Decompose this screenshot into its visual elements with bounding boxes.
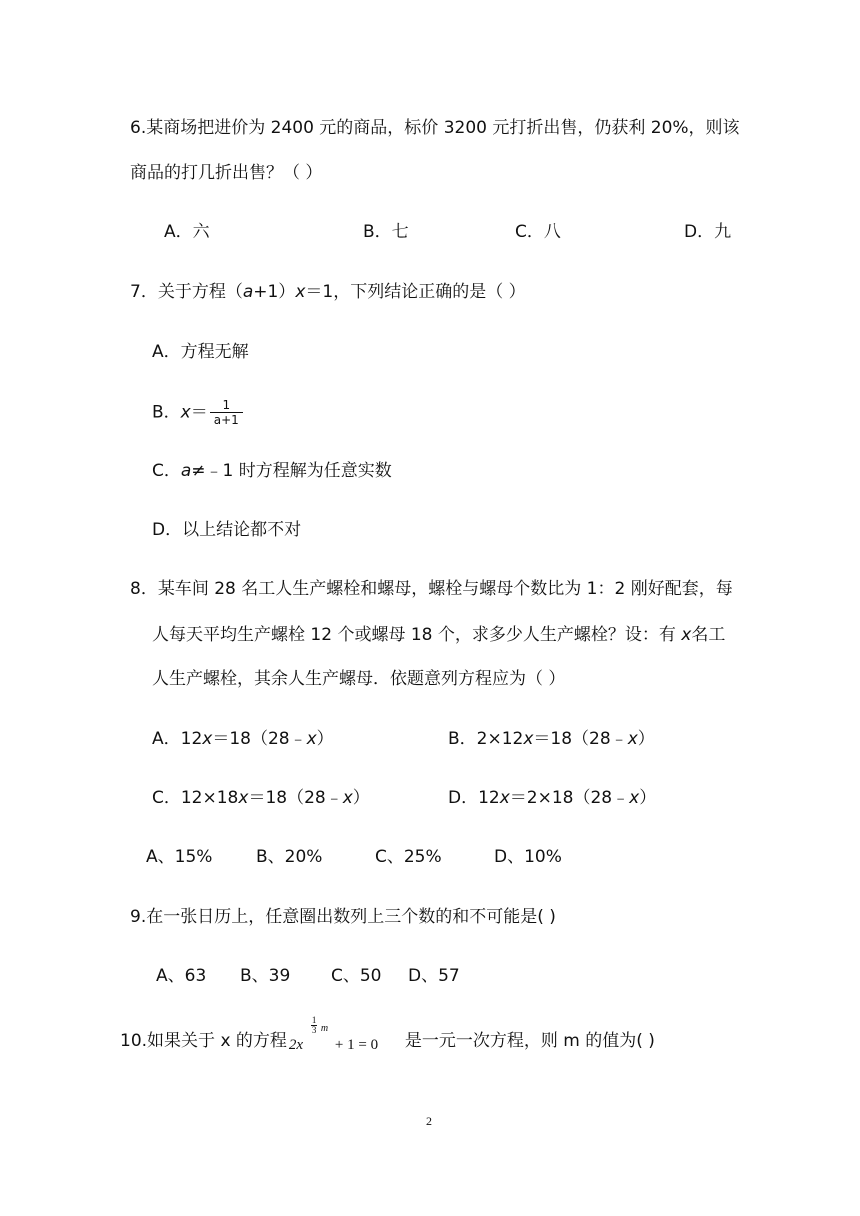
q6-option-c: C．八 — [515, 222, 561, 242]
q7-option-b: B．x＝ $\frac{1}{a+1}$ — [152, 398, 243, 427]
extra-option-b: B、20% — [256, 847, 323, 867]
extra-option-d: D、10% — [494, 847, 562, 867]
q9-option-a: A、63 — [156, 966, 207, 986]
q6-stem-line2: 商品的打几折出售？（ ） — [130, 163, 323, 183]
extra-option-a: A、15% — [146, 847, 213, 867]
q7-stem: 7．关于方程（a+1）x＝1，下列结论正确的是（ ） — [130, 282, 526, 302]
q8-stem-line2: 人每天平均生产螺栓 12 个或螺母 18 个，求多少人生产螺栓？设：有 x名工 — [152, 625, 726, 645]
q6-stem-line1: 6.某商场把进价为 2400 元的商品，标价 3200 元打折出售，仍获利 20%，则该 — [130, 118, 740, 138]
q9-stem: 9.在一张日历上，任意圈出数列上三个数的和不可能是( ) — [130, 907, 556, 927]
q7-option-b-fraction: $\frac{1}{a+1}$ — [210, 398, 243, 427]
extra-option-c: C、25% — [375, 847, 442, 867]
q9-option-b: B、39 — [240, 966, 291, 986]
q8-option-b: B．2×12x＝18（28﹣x） — [448, 729, 655, 749]
q8-option-c: C．12×18x＝18（28﹣x） — [152, 788, 370, 808]
q7-option-c: C．a≠﹣1 时方程解为任意实数 — [152, 461, 392, 481]
q8-stem-line3: 人生产螺栓，其余人生产螺母．依题意列方程应为（ ） — [152, 669, 566, 689]
q8-option-a: A．12x＝18（28﹣x） — [152, 729, 334, 749]
q6-option-a: A．六 — [164, 222, 210, 242]
q10-equation: 2x 1 3 m + 1 = 0 — [288, 1015, 379, 1053]
q7-option-d: D．以上结论都不对 — [152, 520, 302, 540]
q10-stem: 10.如果关于 x 的方程 2x 1 3 m + 1 = 0 是一元一次方程，则 m 的值为( ) — [120, 1015, 655, 1053]
q8-option-d: D．12x＝2×18（28﹣x） — [448, 788, 657, 808]
page-number: 2 — [426, 1114, 432, 1128]
q7-option-a: A．方程无解 — [152, 342, 249, 362]
q6-option-d: D．九 — [684, 222, 732, 242]
q6-option-b: B．七 — [363, 222, 409, 242]
q8-stem-line1: 8．某车间 28 名工人生产螺栓和螺母，螺栓与螺母个数比为 1：2 刚好配套，每 — [130, 579, 733, 599]
q9-option-d: D、57 — [408, 966, 460, 986]
q9-option-c: C、50 — [331, 966, 382, 986]
